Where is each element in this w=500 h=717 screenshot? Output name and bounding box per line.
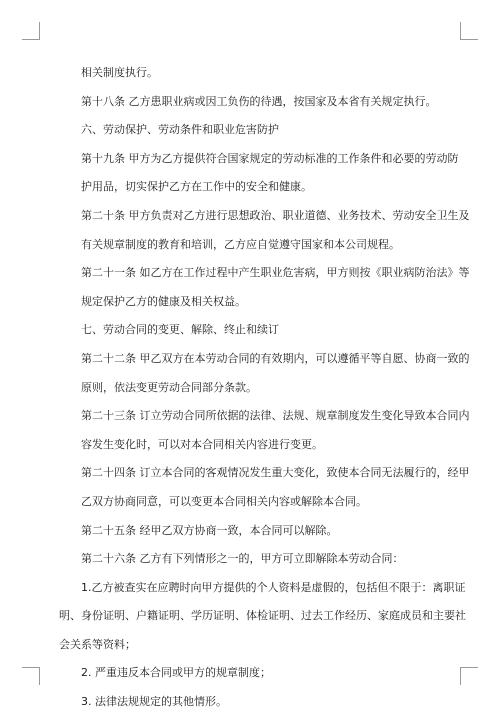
crop-mark-top-left (22, 22, 40, 40)
clause-1-line-3: 会关系等资料； (59, 637, 136, 651)
crop-mark-bottom-right (460, 667, 478, 685)
article-23-line-1: 第二十三条 订立劳动合同所依据的法律、法规、规章制度发生变化导致本合同内 (81, 409, 470, 423)
article-26-line: 第二十六条 乙方有下列情形之一的，甲方可立即解除本劳动合同： (81, 552, 404, 566)
clause-1-line-1: 1.乙方被查实在应聘时向甲方提供的个人资料是虚假的，包括但不限于：离职证 (81, 580, 466, 594)
clause-1-line-2: 明、身份证明、户籍证明、学历证明、体检证明、过去工作经历、家庭成员和主要社 (59, 609, 466, 623)
article-21-line-2: 规定保护乙方的健康及相关权益。 (81, 294, 246, 308)
article-25-line: 第二十五条 经甲乙双方协商一致，本合同可以解除。 (81, 523, 338, 537)
article-22-line-2: 原则，依法变更劳动合同部分条款。 (81, 380, 257, 394)
section-heading-6: 六、劳动保护、劳动条件和职业危害防护 (81, 123, 279, 137)
article-23-line-2: 容发生变化时，可以对本合同相关内容进行变更。 (81, 437, 323, 451)
article-21-line-1: 第二十一条 如乙方在工作过程中产生职业危害病，甲方则按《职业病防治法》等 (81, 266, 470, 280)
text-line: 相关制度执行。 (81, 66, 158, 79)
article-18-line: 第十八条 乙方患职业病或因工负伤的待遇，按国家及本省有关规定执行。 (81, 94, 437, 108)
article-19-line-1: 第十九条 甲方为乙方提供符合国家规定的劳动标准的工作条件和必要的劳动防 (81, 151, 459, 165)
article-20-line-1: 第二十条 甲方负责对乙方进行思想政治、职业道德、业务技术、劳动安全卫生及 (81, 208, 470, 222)
article-20-line-2: 有关规章制度的教育和培训，乙方应自觉遵守国家和本公司规程。 (81, 237, 400, 251)
crop-mark-bottom-left (22, 667, 40, 685)
article-24-line-1: 第二十四条 订立本合同的客观情况发生重大变化，致使本合同无法履行的，经甲 (81, 466, 470, 480)
article-24-line-2: 乙双方协商同意，可以变更本合同相关内容或解除本合同。 (81, 494, 367, 508)
article-19-line-2: 护用品，切实保护乙方在工作中的安全和健康。 (81, 180, 312, 194)
document-body (59, 59, 470, 717)
section-heading-7: 七、劳动合同的变更、解除、终止和续订 (81, 323, 279, 337)
clause-3-line: 3. 法律法规规定的其他情形。 (81, 695, 227, 709)
clause-2-line: 2. 严重违反本合同或甲方的规章制度； (81, 666, 271, 680)
article-22-line-1: 第二十二条 甲乙双方在本劳动合同的有效期内，可以遵循平等自愿、协商一致的 (81, 351, 470, 365)
crop-mark-top-right (460, 22, 478, 40)
